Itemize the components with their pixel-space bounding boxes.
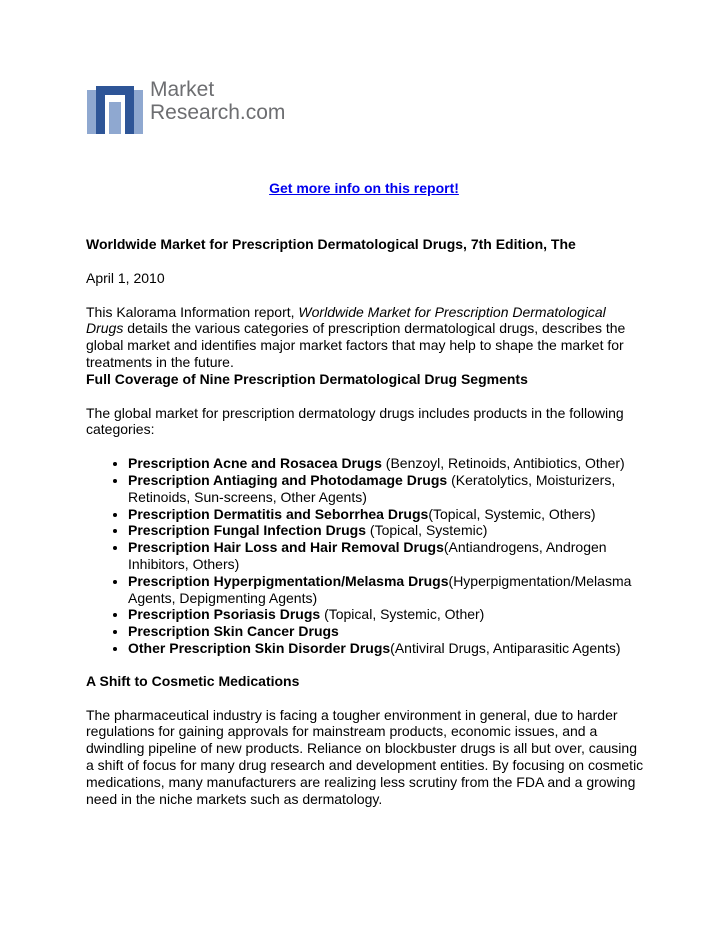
list-item: [128, 573, 646, 607]
report-title: Worldwide Market for Prescription Dermatological Drugs, 7th Edition, The: [86, 236, 576, 252]
intro-prefix: This Kalorama Information report,: [86, 303, 295, 320]
category-detail: (Topical, Systemic, Other): [320, 606, 485, 623]
category-detail: (Keratolytics, Moisturizers, Retinoids, Sun-screens, Other Agents): [128, 471, 616, 505]
category-name: Prescription Dermatitis and Seborrhea Drugs: [128, 505, 429, 522]
category-detail: (Topical, Systemic, Others): [428, 505, 596, 522]
list-item: [128, 455, 646, 472]
list-item: [128, 522, 646, 539]
shift-heading: A Shift to Cosmetic Medications: [86, 672, 300, 689]
logo-text: [150, 78, 285, 124]
category-detail: (Topical, Systemic): [366, 522, 488, 539]
category-name: Prescription Acne and Rosacea Drugs: [128, 455, 382, 472]
category-detail: (Benzoyl, Retinoids, Antibiotics, Other): [381, 455, 625, 472]
more-info-link[interactable]: Get more info on this report!: [269, 180, 459, 196]
category-name: Prescription Hair Loss and Hair Removal Drugs: [128, 539, 444, 556]
list-item: [128, 640, 646, 657]
category-name: Other Prescription Skin Disorder Drugs: [128, 639, 391, 656]
report-intro: [86, 304, 646, 371]
logo-line1: Market: [150, 78, 215, 101]
category-name: Prescription Antiaging and Photodamage Drugs: [128, 471, 448, 488]
category-name: Prescription Skin Cancer Drugs: [128, 623, 339, 640]
report-date: April 1, 2010: [86, 269, 165, 286]
category-name: Prescription Hyperpigmentation/Melasma Drugs: [128, 572, 449, 589]
shift-body: The pharmaceutical industry is facing a tougher environment in general, due to harder regulations for gaining approvals for mainstream products, economic issues, and a dwindling pipeline of new products. Reliance on blockbuster drugs is all but over, causing a shift of focus for many drug research and development entities. By focusing on cosmetic medications, many manufacturers are realizing less scrutiny from the FDA and a growing need in the niche markets such as dermatology.: [86, 706, 644, 807]
category-name: Prescription Fungal Infection Drugs: [128, 522, 367, 539]
category-detail: (Antiandrogens, Androgen Inhibitors, Others): [128, 539, 607, 572]
report-content: [86, 236, 646, 807]
category-detail: (Antiviral Drugs, Antiparasitic Agents): [390, 639, 621, 656]
list-item: [128, 623, 646, 640]
coverage-heading: Full Coverage of Nine Prescription Dermatological Drug Segments: [86, 370, 528, 387]
logo: [87, 78, 297, 138]
list-item: [128, 472, 646, 506]
logo-line2: Research.com: [150, 101, 286, 124]
category-detail: (Hyperpigmentation/Melasma Agents, Depigmenting Agents): [128, 572, 632, 606]
category-name: Prescription Psoriasis Drugs: [128, 606, 321, 623]
intro-suffix: details the various categories of prescription dermatological drugs, describes the global market and identifies major market factors that may help to shape the market for treatments in the future.: [86, 320, 626, 370]
category-list: [86, 455, 646, 657]
list-item: [128, 506, 646, 523]
list-item: [128, 606, 646, 623]
marketresearch-logo-icon: [87, 80, 143, 134]
list-item: [128, 539, 646, 573]
coverage-intro: The global market for prescription dermatology drugs includes products in the following categories:: [86, 404, 624, 438]
intro-italic-title: Worldwide Market for Prescription Dermatological Drugs: [86, 303, 606, 337]
